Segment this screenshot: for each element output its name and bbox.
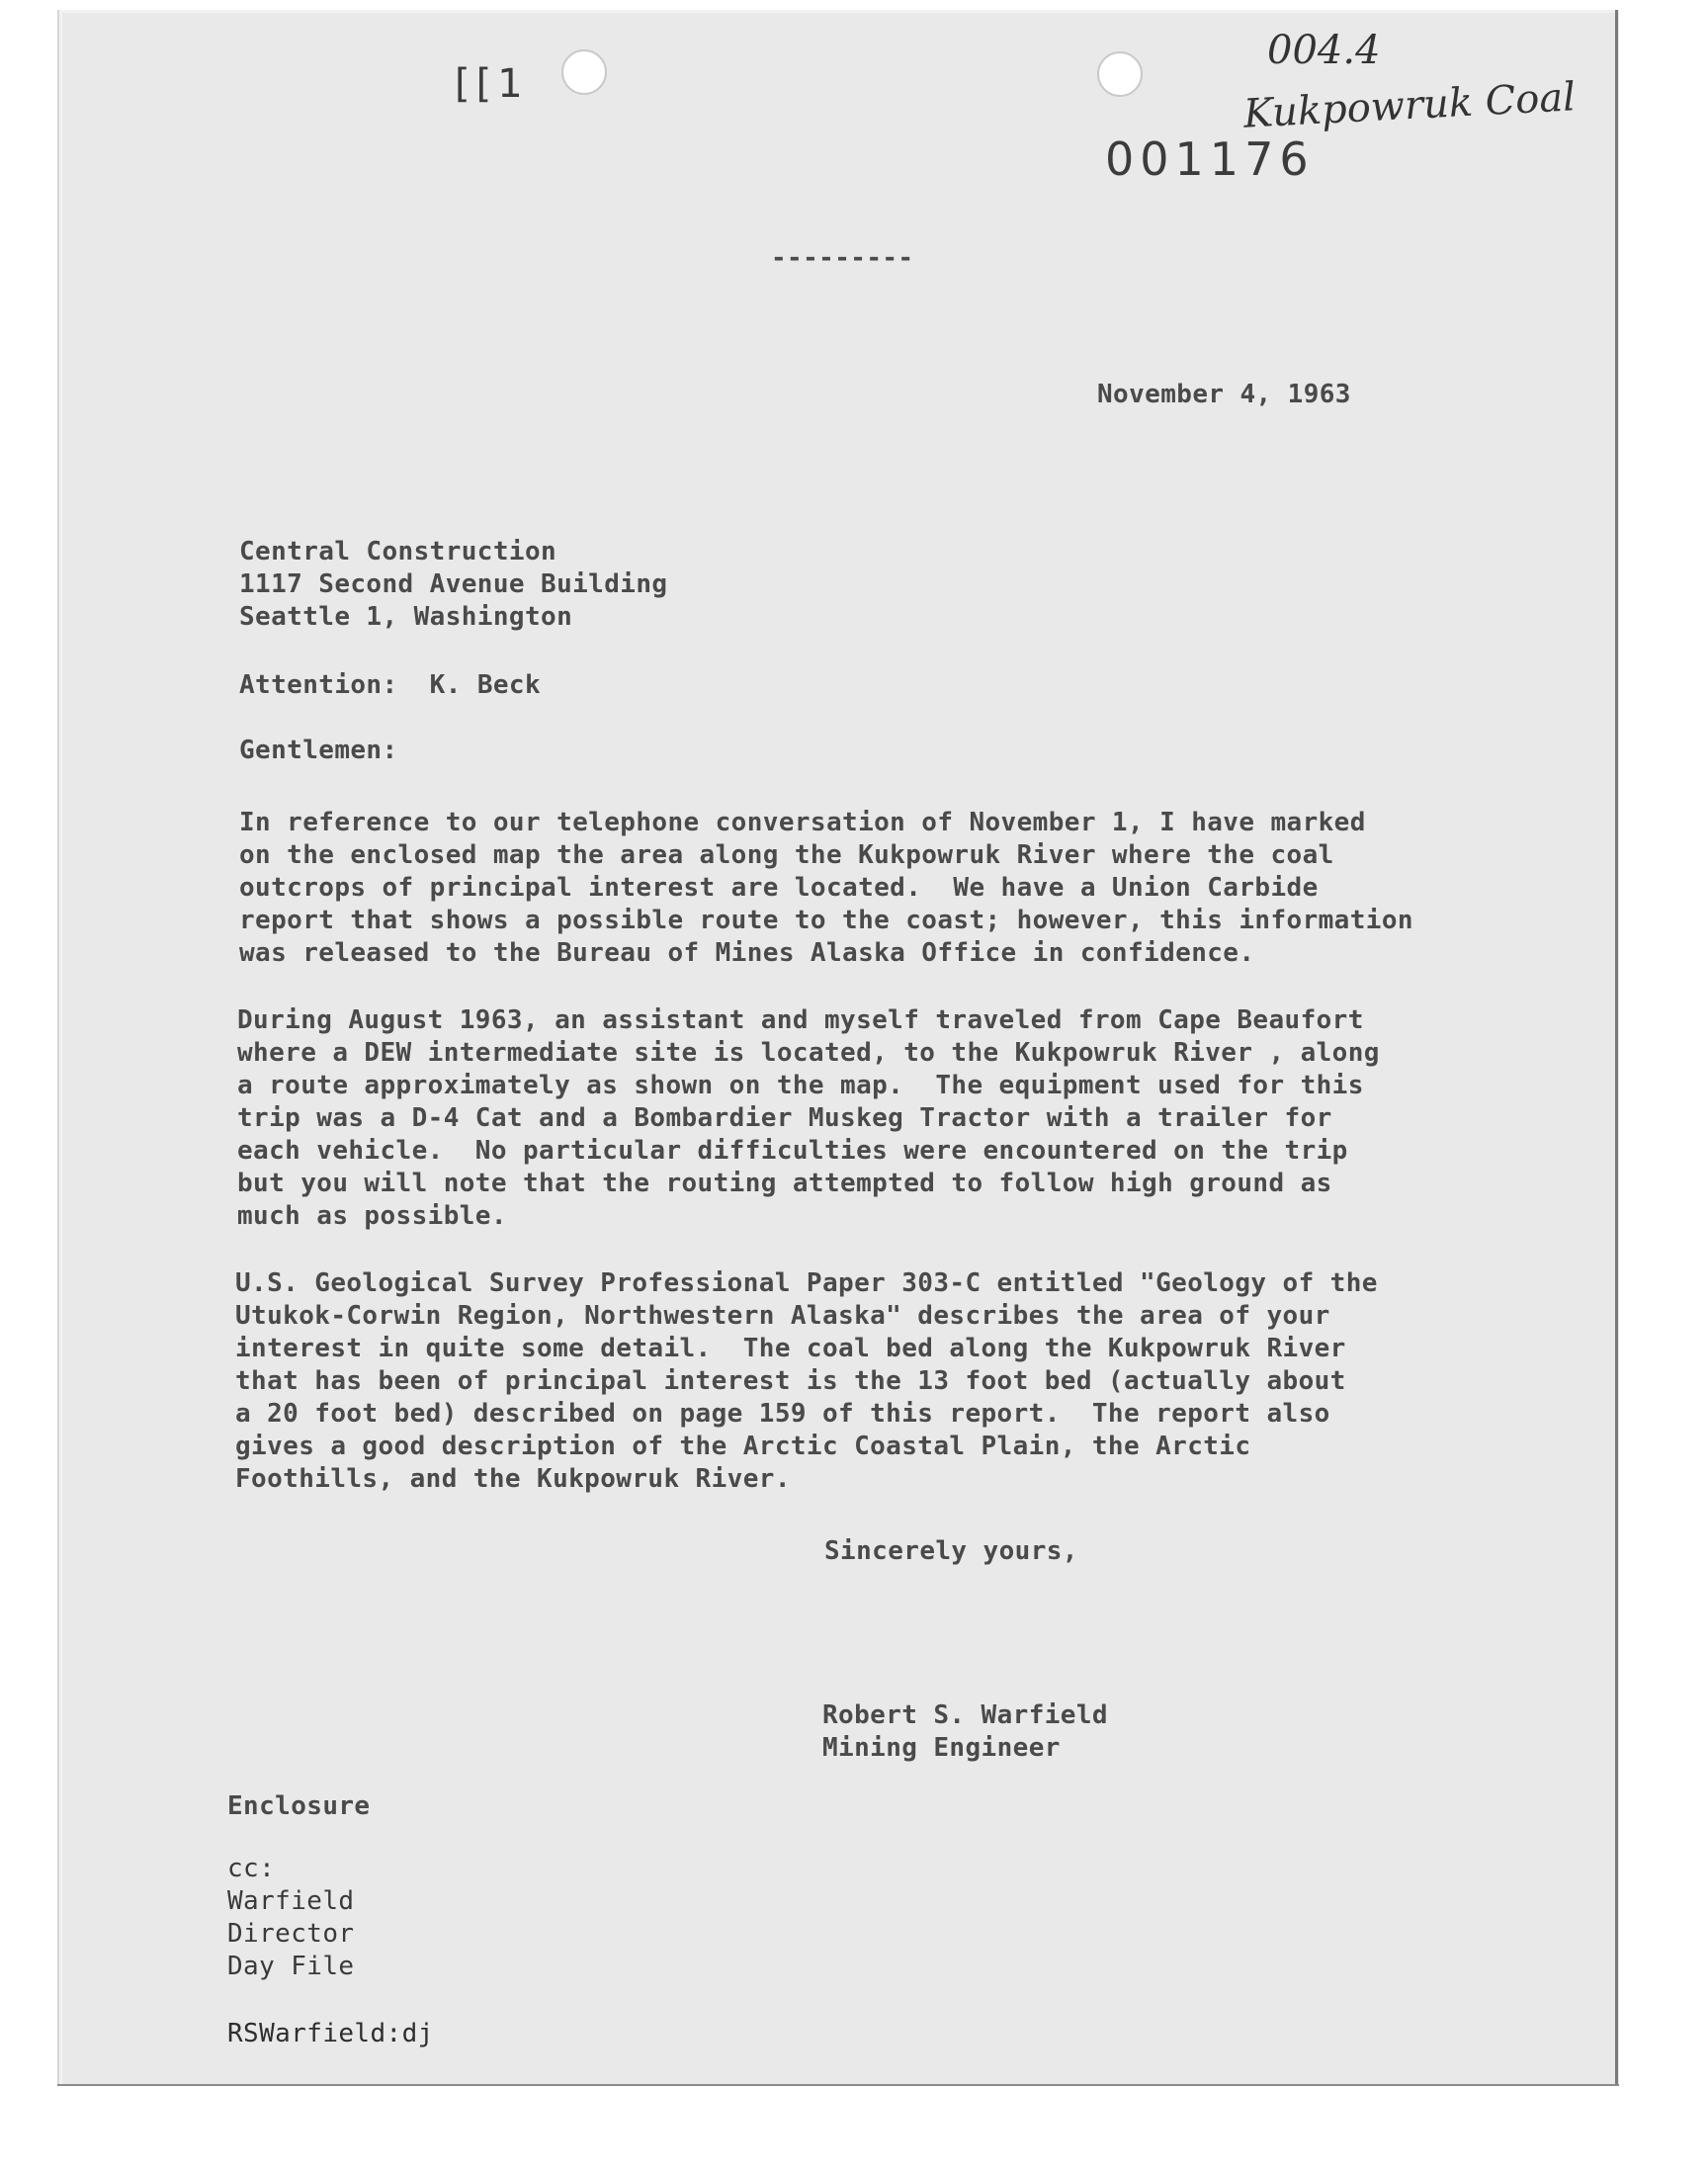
page-edge-shadow — [1615, 10, 1618, 2086]
cc-recipient: Director — [227, 1919, 355, 1949]
body-line: Utukok-Corwin Region, Northwestern Alaska" describes the area of your — [235, 1301, 1330, 1331]
body-line: interest in quite some detail. The coal bed along the Kukpowruk River — [235, 1334, 1346, 1363]
body-line: outcrops of principal interest are located. We have a Union Carbide — [239, 873, 1319, 903]
body-line: a route approximately as shown on the map. The equipment used for this — [237, 1071, 1364, 1100]
body-line: was released to the Bureau of Mines Alaska Office in confidence. — [239, 938, 1255, 968]
handwritten-subject-note: Kukpowruk Coal — [1242, 74, 1578, 137]
stamp-number-left: [[1 — [455, 61, 529, 107]
stamp-number-right: 001176 — [1105, 132, 1315, 186]
body-paragraph-3 — [235, 1267, 1378, 1496]
attention-line — [239, 670, 541, 700]
body-line: In reference to our telephone conversation of November 1, I have marked — [239, 808, 1366, 837]
cc-block — [227, 1853, 354, 1983]
handwritten-file-number: 004.4 — [1267, 28, 1381, 73]
body-line: that has been of principal interest is the 13 foot bed (actually about — [235, 1366, 1346, 1396]
attention-label: Attention: — [239, 670, 398, 700]
typist-initials: RSWarfield:dj — [227, 2019, 434, 2048]
signer-name: Robert S. Warfield — [822, 1700, 1108, 1730]
cc-label: cc: — [227, 1854, 276, 1883]
punch-hole-right — [1097, 51, 1143, 97]
body-line: report that shows a possible route to the coast; however, this information — [239, 906, 1413, 935]
cc-recipient: Warfield — [227, 1886, 355, 1916]
body-line: but you will note that the routing attempted to follow high ground as — [237, 1169, 1332, 1198]
enclosure-note: Enclosure — [227, 1791, 371, 1821]
body-line: trip was a D-4 Cat and a Bombardier Muskeg Tractor with a trailer for — [237, 1103, 1332, 1133]
body-line: on the enclosed map the area along the Kukpowruk River where the coal — [239, 840, 1334, 870]
body-line: much as possible. — [237, 1201, 507, 1231]
recipient-address — [239, 536, 667, 634]
letter-date: November 4, 1963 — [1097, 380, 1351, 409]
body-line: During August 1963, an assistant and myself traveled from Cape Beaufort — [237, 1005, 1364, 1035]
body-line: gives a good description of the Arctic Coastal Plain, the Arctic — [235, 1432, 1251, 1461]
page-bottom-edge — [57, 2084, 1619, 2086]
recipient-line: Central Construction — [239, 537, 557, 566]
salutation: Gentlemen: — [239, 736, 398, 765]
body-line: Foothills, and the Kukpowruk River. — [235, 1464, 791, 1494]
top-dashed-rule: --------- — [771, 243, 914, 273]
cc-recipient: Day File — [227, 1952, 355, 1981]
attention-name: K. Beck — [429, 670, 542, 700]
body-line: each vehicle. No particular difficulties were encountered on the trip — [237, 1136, 1348, 1166]
body-line: U.S. Geological Survey Professional Paper 303-C entitled "Geology of the — [235, 1268, 1378, 1298]
punch-hole-left — [561, 49, 607, 95]
body-line: a 20 foot bed) described on page 159 of this report. The report also — [235, 1399, 1330, 1429]
signer-title: Mining Engineer — [822, 1733, 1061, 1763]
body-line: where a DEW intermediate site is located, to the Kukpowruk River , along — [237, 1038, 1380, 1068]
recipient-line: 1117 Second Avenue Building — [239, 569, 668, 599]
closing: Sincerely yours, — [824, 1536, 1078, 1566]
recipient-line: Seattle 1, Washington — [239, 602, 573, 632]
body-paragraph-1 — [239, 807, 1413, 970]
body-paragraph-2 — [237, 1004, 1380, 1233]
